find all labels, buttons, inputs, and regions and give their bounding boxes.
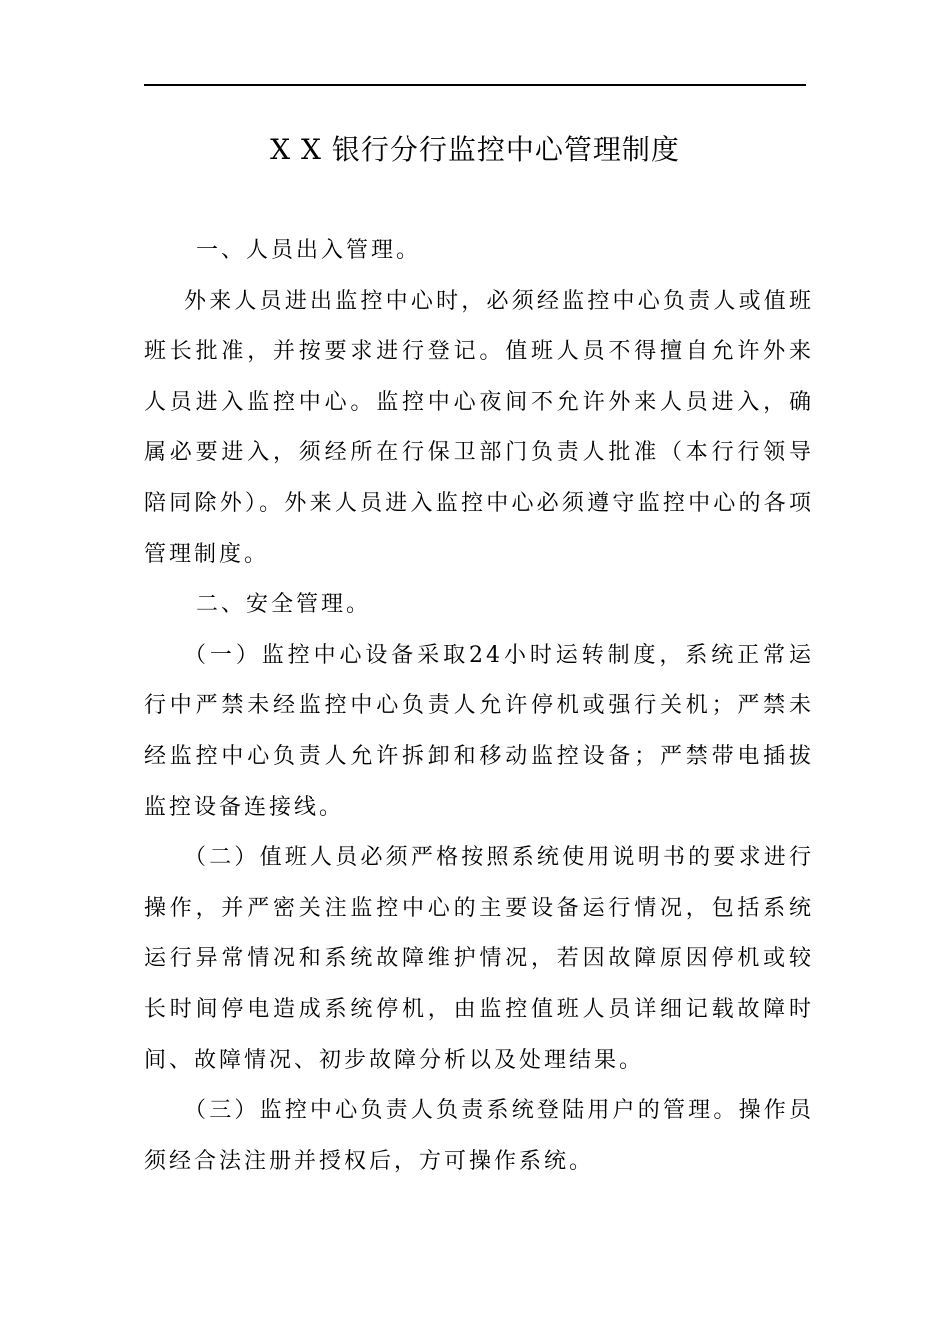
- paragraph-security-2: （二）值班人员必须严格按照系统使用说明书的要求进行操作，并严密关注监控中心的主要设备运行情况，包括系统运行异常情况和系统故障维护情况，若因故障原因停机或较长时间停电造成系统停机，由监控值班人员详细记载故障时间、故障情况、初步故障分析以及处理结果。: [144, 845, 814, 1073]
- paragraph-personnel-access: 外来人员进出监控中心时，必须经监控中心负责人或值班班长批准，并按要求进行登记。值班人员不得擅自允许外来人员进入监控中心。监控中心夜间不允许外来人员进入，确属必要进入，须经所在行保卫部门负责人批准（本行行领导陪同除外）。外来人员进入监控中心必须遵守监控中心的各项管理制度。: [144, 288, 814, 567]
- section-heading-security: 二、安全管理。: [196, 592, 372, 618]
- paragraph-security-1: （一）监控中心设备采取24小时运转制度，系统正常运行中严禁未经监控中心负责人允许停机或强行关机；严禁未经监控中心负责人允许拆卸和移动监控设备；严禁带电插拔监控设备连接线。: [144, 642, 814, 820]
- document-body: [144, 226, 814, 1187]
- section-heading-personnel: 一、人员出入管理。: [196, 238, 422, 263]
- document-title: X X 银行分行监控中心管理制度: [270, 133, 680, 166]
- header-rule: [144, 84, 806, 86]
- paragraph-security-3: （三）监控中心负责人负责系统登陆用户的管理。操作员须经合法注册并授权后，方可操作系统。: [144, 1098, 814, 1174]
